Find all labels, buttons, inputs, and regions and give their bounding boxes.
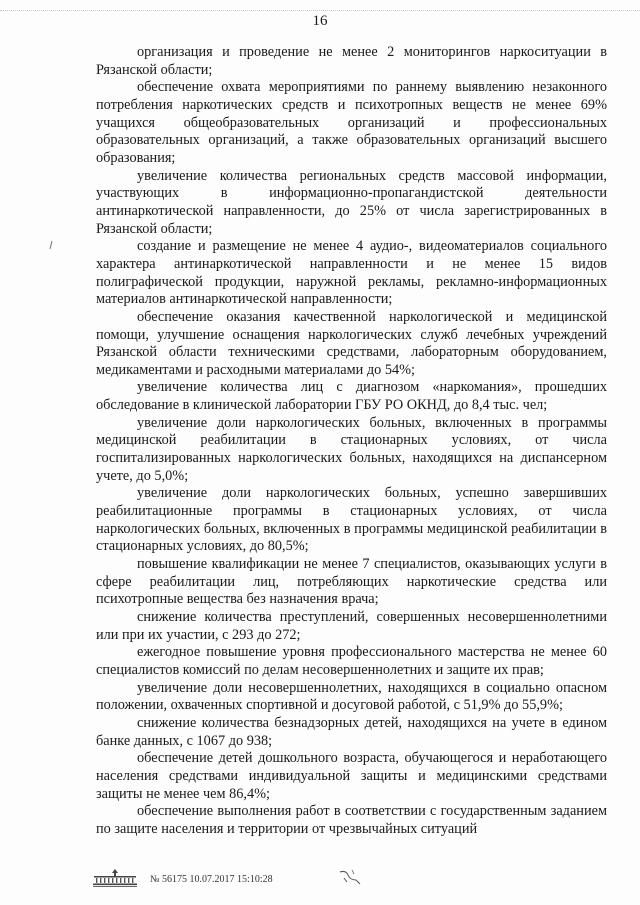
paragraph-early-detection: обеспечение охвата мероприятиями по раннему выявлению незаконного потребления наркотических средств и психотропных веществ не менее 69% учащихся общеобразовательных организаций и профессиональных образовательных организаций, а также образовательных организаций высшего образования; bbox=[96, 79, 607, 166]
document-body bbox=[96, 44, 607, 839]
paragraph-medical-aid: обеспечение оказания качественной наркологической и медицинской помощи, улучшение оснащения наркологических служб лечебных учреждений Рязанской области техническими средствами, лабораторным оборудованием, медикаментами и расходными материалами до 54%; bbox=[96, 308, 607, 378]
document-registration-code: № 56175 10.07.2017 15:10:28 bbox=[150, 874, 273, 885]
paragraph-crime-reduction: снижение количества преступлений, совершенных несовершеннолетними или при их участии, с 293 до 272; bbox=[96, 609, 607, 643]
page-number: 16 bbox=[312, 13, 328, 29]
building-stamp-icon bbox=[92, 868, 138, 888]
paragraph-audio-video: создание и размещение не менее 4 аудио-, видеоматериалов социального характера антинаркотической направленности и не менее 15 видов полиграфической продукции, наружной рекламы, рекламно-информационных материалов антинаркотической направленности; bbox=[96, 238, 607, 308]
paragraph-mass-media: увеличение количества региональных средств массовой информации, участвующих в информационно-пропагандистской деятельности антинаркотической направленности, до 25% от числа зарегистрированных в Рязанской области; bbox=[96, 167, 607, 237]
paragraph-qualification: повышение квалификации не менее 7 специалистов, оказывающих услуги в сфере реабилитации лиц, потребляющих наркотические средства или психотропные вещества без назначения врача; bbox=[96, 556, 607, 608]
paragraph-monitoring: организация и проведение не менее 2 мониторингов наркоситуации в Рязанской области; bbox=[96, 44, 607, 78]
paragraph-rehab-share: увеличение доли наркологических больных, включенных в программы медицинской реабилитации в стационарных условиях, от числа госпитализированных наркологических больных, находящихся на диспансерном учете, до 5,0%; bbox=[96, 414, 607, 484]
paragraph-diagnosis: увеличение количества лиц с диагнозом «наркомания», прошедших обследование в клинической лаборатории ГБУ РО ОКНД, до 8,4 тыс. чел; bbox=[96, 379, 607, 414]
scan-artifact-line bbox=[0, 0, 640, 11]
paragraph-emergency-work: обеспечение выполнения работ в соответствии с государственным заданием по защите населения и территории от чрезвычайных ситуаций bbox=[96, 803, 607, 837]
paragraph-commission-training: ежегодное повышение уровня профессионального мастерства не менее 60 специалистов комиссий по делам несовершеннолетних и защите их прав; bbox=[96, 644, 607, 678]
paragraph-sports-leisure: увеличение доли несовершеннолетних, находящихся в социально опасном положении, охваченных спортивной и досуговой работой, с 51,9% до 55,9%; bbox=[96, 679, 607, 714]
margin-pen-mark bbox=[47, 240, 55, 250]
paragraph-protection-means: обеспечение детей дошкольного возраста, обучающегося и неработающего населения средствами индивидуальной защиты и медицинскими средствами защиты не менее чем 86,4%; bbox=[96, 750, 607, 802]
paragraph-homeless-children: снижение количества безнадзорных детей, находящихся на учете в едином банке данных, с 1067 до 938; bbox=[96, 714, 607, 749]
paragraph-rehab-success: увеличение доли наркологических больных, успешно завершивших реабилитационные программы в стационарных условиях, от числа наркологических больных, включенных в программы медицинской реабилитации в стационарных условиях, до 80,5%; bbox=[96, 485, 607, 555]
handwritten-mark bbox=[338, 866, 364, 888]
